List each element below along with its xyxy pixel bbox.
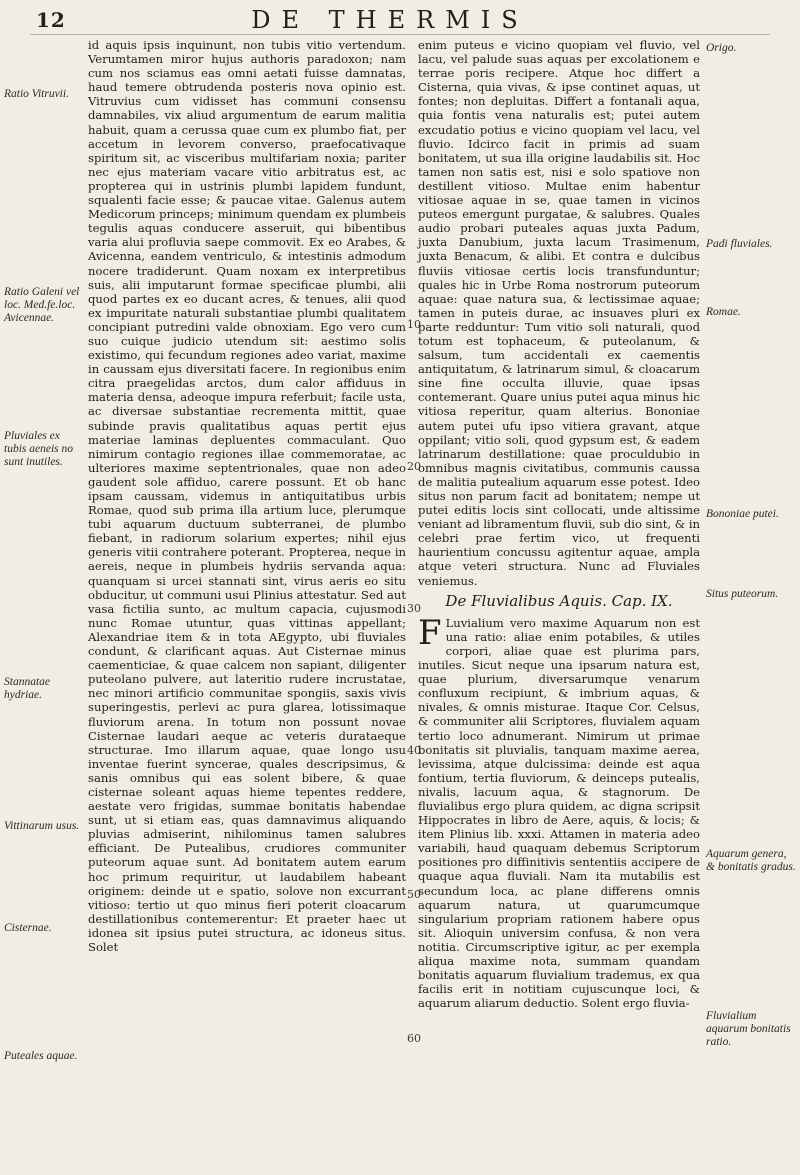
chapter-heading: De Fluvialibus Aquis. Cap. IX.	[445, 591, 673, 610]
margin-note-left-4: Stannatae hydriae.	[4, 676, 50, 701]
margin-note-right-3: Romae.	[706, 306, 741, 318]
chapter-paragraph	[418, 612, 700, 1011]
margin-note-left-6: Cisternae.	[4, 922, 52, 934]
header-rule	[30, 34, 770, 35]
line-number-20: 20	[407, 460, 421, 473]
line-number-10: 10	[407, 318, 421, 331]
line-number-60: 60	[407, 1032, 421, 1045]
left-paragraph: id aquis ipsis inquinunt, non tubis vitio vertendum. Verumtamen miror hujus authoris paradoxon; nam cum nos sciamus eas omni aetati fuisse damnatas, haud temere obtrudenda posteris nova opinio est. Vitruvius cum vidisset has communi consensu damnabiles, vix aliud argumentum de earum malitia habuit, quam a cerussa quae cum ex plumbo fiat, per accetum in levorem converso, praefocativaque spiritum sit, ac visceribus multifariam noxia; pariter nec ejus materiam vacare vitio arbitratus est, ac propterea qui in ustrinis plumbi lapidem fundunt, squalenti facie esse; & paucae vitae. Galenus autem Medicorum princeps; minimum quendam ex plumbeis tegulis aquas conducere asseruit, qui bibentibus varia alui profluvia saepe commovit. Ex eo Arabes, & Avicenna, eandem ventriculo, & intestinis admodum nocere tradiderunt. Quam noxam ex interpretibus suis, alii imputarunt formae specificae plumbi, alii quod partes ex eo ducant acres, & tenues, alii quod ex impuritate naturali substantiae plumbi qualitatem concipiant putredini valde obnoxiam. Ego vero cum suo cuique judicio utendum sit: aestimo solis existimo, qui fecundum regiones adeo variat, maxime in caussam ejus diversitati facere. In regionibus enim citra praegelidas arctos, dum calor affiduus in materia densa, adeoque impura referbuit; facile usta, ac diversae substantiae recrementa mittit, quae subinde pravis qualitatibus aquas pertit ejus materiae laminas depluentes commaculant. Quo nimirum contagio regiones illae commemoratae, ac ulteriores maxime septentrionales, quae non adeo gaudent sole affiduo, carere possunt. Et ob hanc ipsam caussam, videmus in antiquitatibus urbis Romae, quod sub prima illa artium luce, plerumque tubi aquarum ductuum subterranei, de plumbo fiebant, in radiorum solarium expertes; nihil ejus generis vitii contrahere poterant. Propterea, neque in aereis, neque in plumbeis hydriis servanda aqua: quanquam si urcei stannati sint, virus aeris eo situ obducitur, ut communi usui Plinius attestatur. Sed aut vasa fictilia sunto, ac multum capacia, cujusmodi nunc Romae utuntur, quas vittinas appellant; Alexandriae item & in tota AEgypto, ubi fluviales condunt, & clarificant aquas. Aut Cisternae minus caementiciae, & quae calcem non sapiant, diligenter puteolano pulvere, aut lateritio rudere incrustatae, nec minori artificio communitae spongiis, saxis vivis superingestis, perlevi ac pura glarea, lotissimaque fluviorum arena. In totum non possunt novae Cisternae laudari aeque ac veteris durataeque structurae. Imo illarum aquae, quae longo usu inventae fuerint syncerae, quales descripsimus, & sanis omnibus qui eas solent bibere, & quae cisternae soleant aquas hieme tepentes reddere, aestate vero frigidas, summae bonitatis habendae sunt, ut si etiam eas, quas damnavimus aliquando pluvias admiserint, nihilominus tamen salubres efficiant. De Putealibus, crudiores communiter puteorum aquae sunt. Ad bonitatem autem earum hoc primum requiritur, ut laudabilem habeant originem: deinde ut e spatio, solove non excurrant vitioso: tertio ut quo minus fieri poterit cloacarum destillationibus contemerentur: Et praeter haec ut idonea sit ipsius putei structura, ac idoneus situs. Solet	[88, 38, 406, 954]
right-paragraph: enim puteus e vicino quopiam vel fluvio, vel lacu, vel palude suas aquas per excolationem e terrae poris recipere. Atque hoc differt a Cisterna, quia vivas, & ipse continet aquas, ut fontes; non depluitas. Differt a fontanali aqua, quia fontis vena naturalis est; putei autem excudatio potius e vicino quopiam vel lacu, vel fluvio. Idcirco facit in primis ad suam bonitatem, ut sua illa origine laudabilis sit. Hoc tamen non satis est, nisi e solo spatiove non destillent vitioso. Multae enim habentur vitiosae aquae in se, quae tamen in vicinos puteos emergunt purgatae, & salubres. Quales audio probari puteales aquas juxta Padum, juxta Danubium, juxta lacum Trasimenum, juxta Benacum, & alibi. Et contra e dulcibus fluviis vitiosae certis locis transfunduntur; quales hic in Urbe Roma nostrorum puteorum aquae: quae natura sua, & lectissimae aquae; tamen in puteis durae, ac insuaves pluri ex parte redduntur: Tum vitio soli naturali, quod totum est tophaceum, & puteolanum, & salsum, tum accidentali ex caementis antiquitatum, & latrinarum simul, & cloacarum sine fine occulta illuvie, quae ipsas contemerant. Quare unius putei aqua minus hic vitiosa reperitur, quam alterius. Bononiae autem putei ufu ipso vitiera gravant, atque oppilant; vitio soli, quod gypsum est, & eadem latrinarum destillatione: quae proculdubio in omnibus magnis civitatibus, communis caussa de malitia putealium aquarum esse potest. Ideo situs non parum facit ad bonitatem; nempe ut putei editis locis sint collocati, unde altissime veniant ad libramentum fluvii, sub dio sint, & in celebri prae fertim vico, ut frequenti haurientium concussu agitentur aquae, ampla atque veteri structura. Nunc ad Fluviales veniemus.	[418, 38, 700, 588]
line-number-50: 50	[407, 888, 421, 901]
drop-cap: F	[418, 612, 442, 653]
margin-note-right-1: Origo.	[706, 42, 737, 54]
left-column	[88, 38, 406, 958]
margin-note-left-5: Vittinarum usus.	[4, 820, 80, 832]
margin-note-left-3: Pluviales ex tubis aeneis no sunt inutiles.	[4, 430, 73, 468]
right-column	[418, 38, 700, 1014]
chapter-text: Luvialium vero maxime Aquarum non est una ratio: aliae enim potabiles, & utiles corpori, aliae quae est plurima pars, inutiles. Sicut neque una ipsarum natura est, quae plurium, diversarumque venarum confluxum recipiunt, & imbrium aquas, & nivales, & omnis misturae. Itaque Cor. Celsus, & communiter alii Scriptores, fluvialem aquam tertio loco adnumerant. Nimirum ut primae bonitatis sit pluvialis, tanquam maxime aerea, levissima, atque dulcissima: deinde est aqua fontium, tertia fluviorum, & deinceps putealis, nivalis, lacuum aqua, & stagnorum. De fluvialibus ergo plura quidem, ac digna scripsit Hippocrates in libro de Aere, aquis, & locis; & item Plinius lib. xxxi. Attamen in materia adeo variabili, haud quaquam debemus Scriptorum positiones pro diffinitivis sententiis accipere de quaque aqua fluviali. Nam ita mutabilis est secundum loca, ac plane differens omnis aquarum natura, ut quarumcumque singularium propriam rationem habere opus sit. Alioquin universim confusa, & non vera notitia. Circumscriptive igitur, ac per exempla aliqua maxime nota, summam quandam bonitatis aquarum fluvialium trademus, ex qua facilis erit in notitiam cujuscunque loci, & aquarum aliarum deductio. Solent ergo fluvia-	[418, 615, 700, 1011]
margin-note-right-5: Situs puteorum.	[706, 588, 779, 600]
running-head: DE THERMIS	[251, 6, 529, 34]
margin-note-right-2: Padi fluviales.	[706, 238, 773, 250]
margin-note-right-7: Fluvialium aquarum bonitatis ratio.	[706, 1010, 791, 1048]
margin-note-right-4: Bononiae putei.	[706, 508, 779, 520]
margin-note-right-6: Aquarum genera, & bonitatis gradus.	[706, 848, 796, 873]
margin-note-left-7: Puteales aquae.	[4, 1050, 78, 1062]
margin-note-left-2: Ratio Galeni vel loc. Med.fe.loc. Avicennae.	[4, 286, 80, 324]
margin-note-left-1: Ratio Vitruvii.	[4, 88, 69, 100]
line-number-40: 40	[407, 744, 421, 757]
line-number-30: 30	[407, 602, 421, 615]
page-number: 12	[36, 8, 66, 32]
